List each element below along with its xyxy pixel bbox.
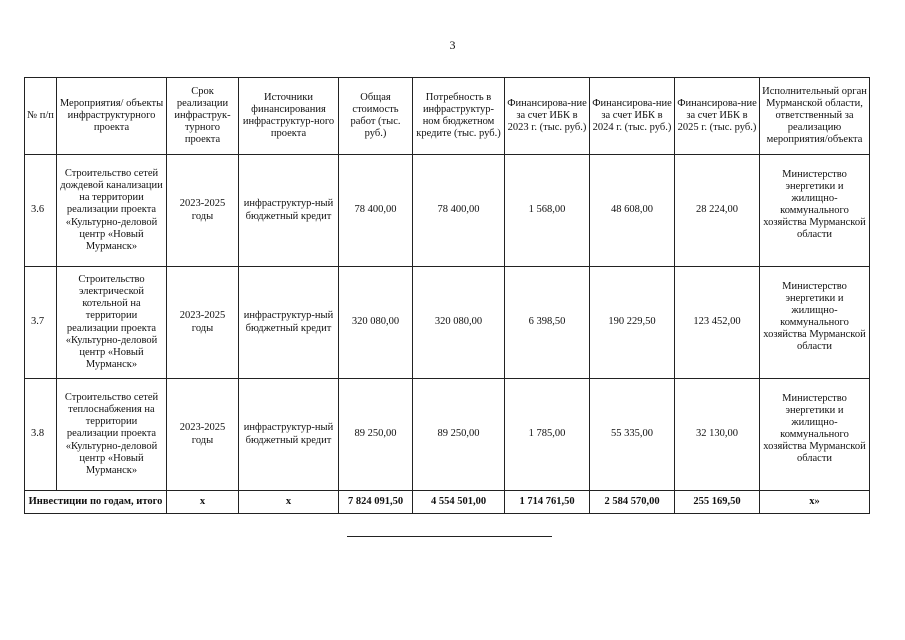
total-cost: 7 824 091,50: [339, 491, 413, 514]
infrastructure-table: [24, 77, 870, 514]
header-num: № п/п: [25, 78, 57, 155]
total-fin-2024: 2 584 570,00: [590, 491, 675, 514]
total-label: Инвестиции по годам, итого: [25, 491, 167, 514]
total-period: х: [167, 491, 239, 514]
table-row: [25, 267, 870, 379]
header-fin-2023: Финансирова-ние за счет ИБК в 2023 г. (тыс. руб.): [505, 78, 590, 155]
total-source: х: [239, 491, 339, 514]
header-need: Потребность в инфраструктур-ном бюджетном кредите (тыс. руб.): [413, 78, 505, 155]
row-period: 2023-2025 годы: [167, 379, 239, 491]
header-period: Срок реализации инфраструк-турного проекта: [167, 78, 239, 155]
table-row: [25, 379, 870, 491]
row-fin-2024: 48 608,00: [590, 155, 675, 267]
row-source: инфраструктур-ный бюджетный кредит: [239, 155, 339, 267]
row-source: инфраструктур-ный бюджетный кредит: [239, 379, 339, 491]
header-executor: Исполнительный орган Мурманской области, ответственный за реализацию мероприятия/объекта: [760, 78, 870, 155]
total-need: 4 554 501,00: [413, 491, 505, 514]
header-total-cost: Общая стоимость работ (тыс. руб.): [339, 78, 413, 155]
row-need: 78 400,00: [413, 155, 505, 267]
row-total-cost: 78 400,00: [339, 155, 413, 267]
header-event: Мероприятия/ объекты инфраструктурного проекта: [57, 78, 167, 155]
row-fin-2024: 55 335,00: [590, 379, 675, 491]
row-num: 3.7: [25, 267, 57, 379]
row-event: Строительство сетей дождевой канализации на территории реализации проекта «Культурно-деловой центр «Новый Мурманск»: [57, 155, 167, 267]
page-number: 3: [449, 38, 456, 52]
row-fin-2023: 1 785,00: [505, 379, 590, 491]
row-source: инфраструктур-ный бюджетный кредит: [239, 267, 339, 379]
header-fin-2025: Финансирова-ние за счет ИБК в 2025 г. (тыс. руб.): [675, 78, 760, 155]
row-period: 2023-2025 годы: [167, 267, 239, 379]
row-num: 3.8: [25, 379, 57, 491]
bottom-separator-line: [347, 536, 552, 537]
row-fin-2025: 123 452,00: [675, 267, 760, 379]
row-event: Строительство электрической котельной на территории реализации проекта «Культурно-деловой центр «Новый Мурманск»: [57, 267, 167, 379]
row-need: 89 250,00: [413, 379, 505, 491]
total-fin-2023: 1 714 761,50: [505, 491, 590, 514]
row-total-cost: 89 250,00: [339, 379, 413, 491]
row-event: Строительство сетей теплоснабжения на территории реализации проекта «Культурно-деловой центр «Новый Мурманск»: [57, 379, 167, 491]
row-fin-2024: 190 229,50: [590, 267, 675, 379]
row-num: 3.6: [25, 155, 57, 267]
row-fin-2023: 6 398,50: [505, 267, 590, 379]
total-fin-2025: 255 169,50: [675, 491, 760, 514]
row-need: 320 080,00: [413, 267, 505, 379]
table-header-row: [25, 78, 870, 155]
row-fin-2025: 32 130,00: [675, 379, 760, 491]
row-fin-2025: 28 224,00: [675, 155, 760, 267]
header-source: Источники финансирования инфраструктур-ного проекта: [239, 78, 339, 155]
total-executor: х»: [760, 491, 870, 514]
table-total-row: [25, 491, 870, 514]
row-total-cost: 320 080,00: [339, 267, 413, 379]
header-fin-2024: Финансирова-ние за счет ИБК в 2024 г. (тыс. руб.): [590, 78, 675, 155]
row-executor: Министерство энергетики и жилищно-коммунального хозяйства Мурманской области: [760, 379, 870, 491]
row-executor: Министерство энергетики и жилищно-коммунального хозяйства Мурманской области: [760, 155, 870, 267]
row-period: 2023-2025 годы: [167, 155, 239, 267]
row-executor: Министерство энергетики и жилищно-коммунального хозяйства Мурманской области: [760, 267, 870, 379]
table-row: [25, 155, 870, 267]
row-fin-2023: 1 568,00: [505, 155, 590, 267]
